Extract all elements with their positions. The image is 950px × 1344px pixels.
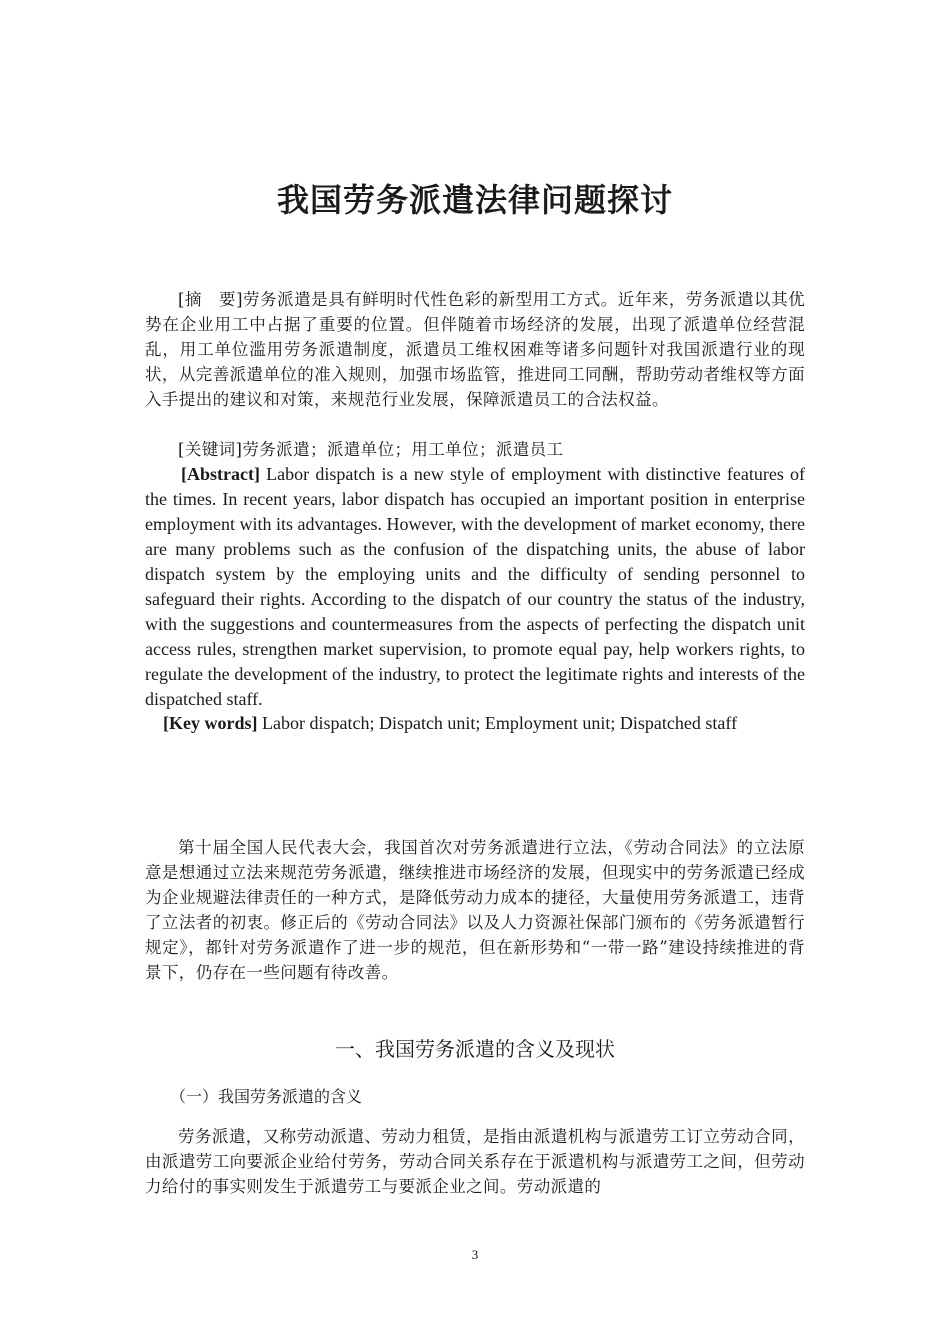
page-number: 3	[471, 1247, 479, 1262]
keywords-cn	[145, 437, 805, 462]
abstract-cn-label: [摘 要]	[178, 290, 243, 309]
subsection-paragraph: 劳务派遣，又称劳动派遣、劳动力租赁，是指由派遣机构与派遣劳工订立劳动合同，由派遣劳工向要派企业给付劳务，劳动合同关系存在于派遣机构与派遣劳工之间，但劳动力给付的事实则发生于派遣劳工与要派企业之间。劳动派遣的	[145, 1127, 805, 1196]
keywords-en	[163, 711, 737, 736]
abstract-cn	[145, 287, 805, 412]
keywords-en-label: [Key words]	[163, 713, 258, 733]
page-title: 我国劳务派遣法律问题探讨	[276, 181, 673, 219]
subsection-heading: （一）我国劳务派遣的含义	[170, 1087, 363, 1106]
intro-paragraph: 第十届全国人民代表大会，我国首次对劳务派遣进行立法，《劳动合同法》的立法原意是想通过立法来规范劳务派遣，继续推进市场经济的发展，但现实中的劳务派遣已经成为企业规避法律责任的一种方式，是降低劳动力成本的捷径，大量使用劳务派遣工，违背了立法者的初衷。修正后的《劳动合同法》以及人力资源社保部门颁布的《劳务派遣暂行规定》，都针对劳务派遣作了进一步的规范，但在新形势和“一带一路”建设持续推进的背景下，仍存在一些问题有待改善。	[145, 838, 805, 982]
keywords-cn-text: 劳务派遣；派遣单位；用工单位；派遣员工	[242, 440, 564, 459]
keywords-en-text: Labor dispatch; Dispatch unit; Employment unit; Dispatched staff	[257, 713, 738, 733]
abstract-en-text: Labor dispatch is a new style of employment with distinctive features of the times. In recent years, labor dispatch has occupied an important position in enterprise employment with its advantages. However, with the development of market economy, there are many problems such as the confusion of the dispatching units, the abuse of labor dispatch system by the employing units and the difficulty of sending personnel to safeguard their rights. According to the dispatch of our country the status of the industry, with the suggestions and countermeasures from the aspects of perfecting the dispatch unit access rules, strengthen market supervision, to promote equal pay, help workers rights, to regulate the development of the industry, to protect the legitimate rights and interests of the dispatched staff.	[145, 464, 805, 709]
abstract-cn-text: 劳务派遣是具有鲜明时代性色彩的新型用工方式。近年来，劳务派遣以其优势在企业用工中占据了重要的位置。但伴随着市场经济的发展，出现了派遣单位经营混乱，用工单位滥用劳务派遣制度，派遣员工维权困难等诸多问题针对我国派遣行业的现状，从完善派遣单位的准入规则，加强市场监管，推进同工同酬，帮助劳动者维权等方面入手提出的建议和对策，来规范行业发展，保障派遣员工的合法权益。	[145, 290, 806, 409]
abstract-en	[145, 462, 805, 712]
keywords-cn-label: [关键词]	[178, 440, 243, 459]
section-heading: 一、我国劳务派遣的含义及现状	[335, 1037, 615, 1061]
abstract-en-label: [Abstract]	[181, 464, 260, 484]
